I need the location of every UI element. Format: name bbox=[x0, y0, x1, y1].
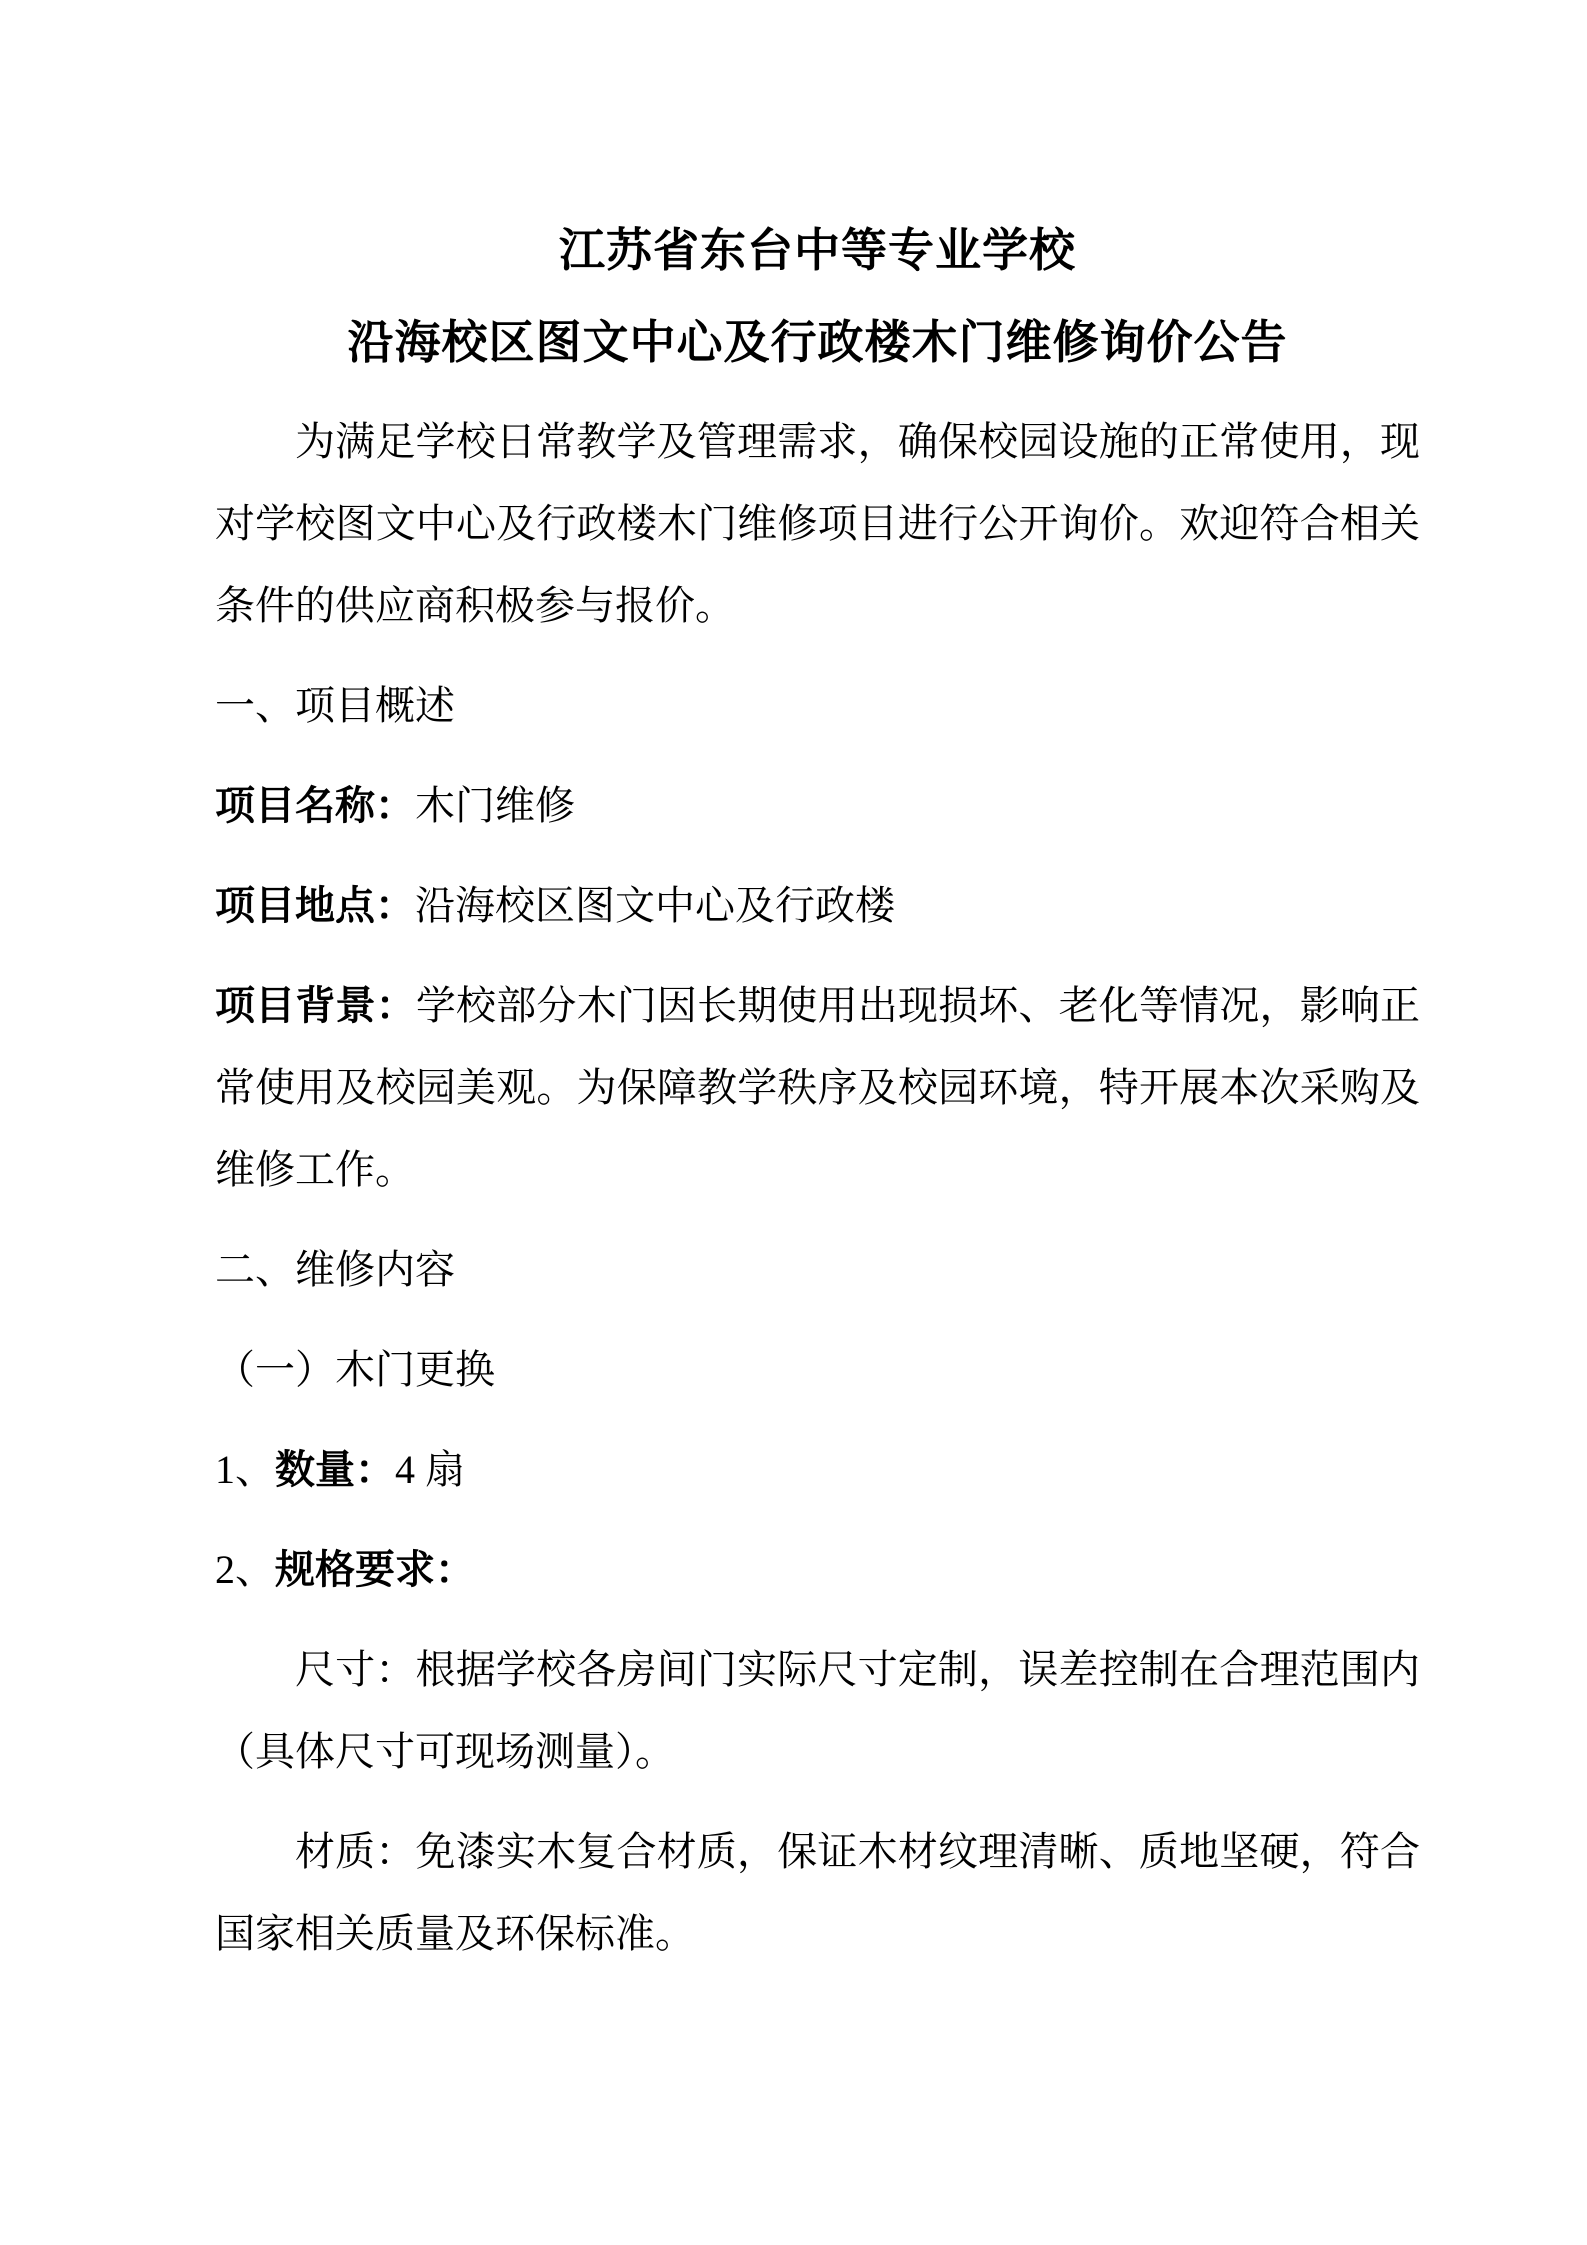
field-project-location-label: 项目地点： bbox=[215, 883, 415, 928]
document-title-block bbox=[215, 205, 1420, 389]
subsection-heading: （一）木门更换 bbox=[215, 1347, 495, 1392]
document-title-line1: 江苏省东台中等专业学校 bbox=[559, 225, 1076, 276]
field-project-background bbox=[215, 965, 1420, 1211]
item-quantity bbox=[215, 1429, 1420, 1511]
field-project-background-value: 学校部分木门因长期使用出现损坏、老化等情况，影响正常使用及校园美观。为保障教学秩序及校园环境，特开展本次采购及维修工作。 bbox=[215, 983, 1421, 1192]
field-project-background-label: 项目背景： bbox=[215, 983, 416, 1028]
item-spec-requirements-prefix: 2、 bbox=[215, 1547, 275, 1592]
item-quantity-prefix: 1、 bbox=[215, 1447, 275, 1492]
item-quantity-value: 4 扇 bbox=[395, 1447, 465, 1492]
item-spec-requirements bbox=[215, 1529, 1420, 1611]
intro-paragraph: 为满足学校日常教学及管理需求，确保校园设施的正常使用，现对学校图文中心及行政楼木门维修项目进行公开询价。欢迎符合相关条件的供应商积极参与报价。 bbox=[215, 419, 1420, 628]
item-quantity-label: 数量： bbox=[275, 1447, 395, 1492]
document-title-line2: 沿海校区图文中心及行政楼木门维修询价公告 bbox=[347, 317, 1288, 368]
field-project-name-value: 木门维修 bbox=[415, 783, 575, 828]
section1-heading: 一、项目概述 bbox=[215, 683, 455, 728]
item-spec-requirements-label: 规格要求： bbox=[275, 1547, 475, 1592]
spec-size-paragraph: 尺寸：根据学校各房间门实际尺寸定制，误差控制在合理范围内（具体尺寸可现场测量）。 bbox=[215, 1647, 1420, 1774]
field-project-location bbox=[215, 865, 1420, 947]
section2-heading: 二、维修内容 bbox=[215, 1247, 455, 1292]
spec-material-paragraph: 材质：免漆实木复合材质，保证木材纹理清晰、质地坚硬，符合国家相关质量及环保标准。 bbox=[215, 1829, 1420, 1956]
field-project-location-value: 沿海校区图文中心及行政楼 bbox=[415, 883, 895, 928]
field-project-name-label: 项目名称： bbox=[215, 783, 415, 828]
field-project-name bbox=[215, 765, 1420, 847]
